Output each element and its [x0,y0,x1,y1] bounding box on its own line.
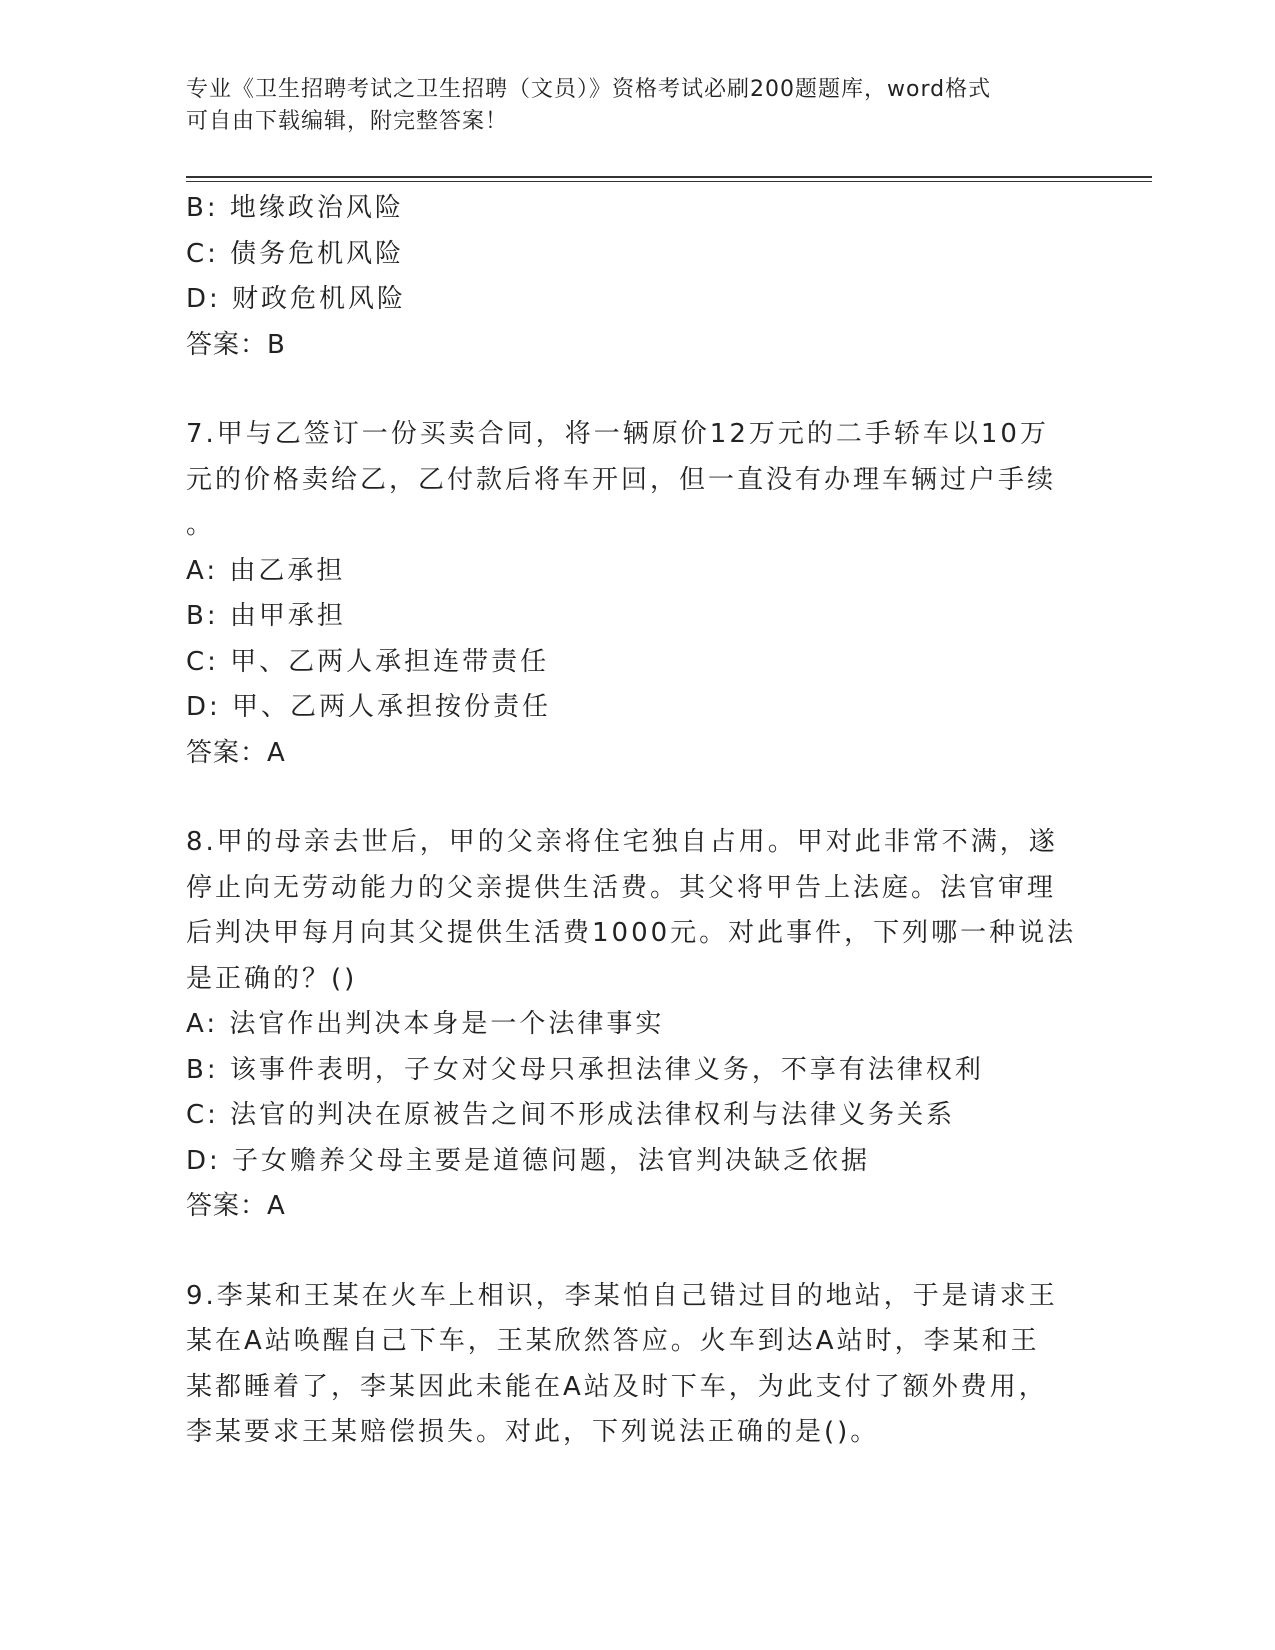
option-b: B: 该事件表明，子女对父母只承担法律义务，不享有法律权利 [186,1054,984,1085]
option-a: A: 由乙承担 [186,555,346,586]
option-c: C: 甲、乙两人承担连带责任 [186,646,550,677]
answer: 答案：B [186,329,286,360]
answer: 答案：A [186,1191,286,1221]
spacer [186,776,1086,820]
header-line-2: 可自由下载编辑，附完整答案！ [186,109,509,134]
option-b: B: 由甲承担 [186,601,346,631]
question-9 [186,1274,1086,1456]
option-b: B: 地缘政治风险 [186,193,404,223]
document-header [186,74,1076,138]
question-stem-line: 。 [186,510,216,540]
option-d: D: 子女赡养父母主要是道德问题，法官判决缺乏依据 [186,1145,871,1176]
header-divider-thin [186,181,1152,182]
spacer [186,368,1086,412]
option-d: D: 甲、乙两人承担按份责任 [186,692,552,722]
question-stem-line: 元的价格卖给乙，乙付款后将车开回，但一直没有办理车辆过户手续 [186,464,1057,495]
question-stem-line: 8.甲的母亲去世后，甲的父亲将住宅独自占用。甲对此非常不满，遂 [186,827,1058,857]
option-d: D: 财政危机风险 [186,284,407,314]
answer: 答案：A [186,737,286,768]
header-line-1: 专业《卫生招聘考试之卫生招聘（文员）》资格考试必刷200题题库，word格式 [186,77,992,102]
question-7 [186,412,1086,776]
question-stem-line: 7.甲与乙签订一份买卖合同，将一辆原价12万元的二手轿车以10万 [186,419,1049,449]
question-stem-line: 李某要求王某赔偿损失。对此，下列说法正确的是()。 [186,1417,880,1447]
spacer [186,1230,1086,1274]
question-6-remainder [186,186,1086,368]
question-8 [186,820,1086,1230]
question-stem-line: 后判决甲每月向其父提供生活费1000元。对此事件，下列哪一种说法 [186,918,1077,948]
question-content [186,186,1086,1456]
question-stem-line: 某在A站唤醒自己下车，王某欣然答应。火车到达A站时，李某和王 [186,1326,1040,1356]
option-c: C: 法官的判决在原被告之间不形成法律权利与法律义务关系 [186,1100,956,1130]
question-stem-line: 某都睡着了，李某因此未能在A站及时下车，为此支付了额外费用， [186,1371,1048,1402]
question-stem-line: 9.李某和王某在火车上相识，李某怕自己错过目的地站，于是请求王 [186,1280,1058,1311]
question-stem-line: 是正确的？() [186,963,358,994]
option-c: C: 债务危机风险 [186,238,405,269]
header-divider-thick [186,176,1152,178]
question-stem-line: 停止向无劳动能力的父亲提供生活费。其父将甲告上法庭。法官审理 [186,872,1057,903]
option-a: A: 法官作出判决本身是一个法律事实 [186,1009,665,1039]
